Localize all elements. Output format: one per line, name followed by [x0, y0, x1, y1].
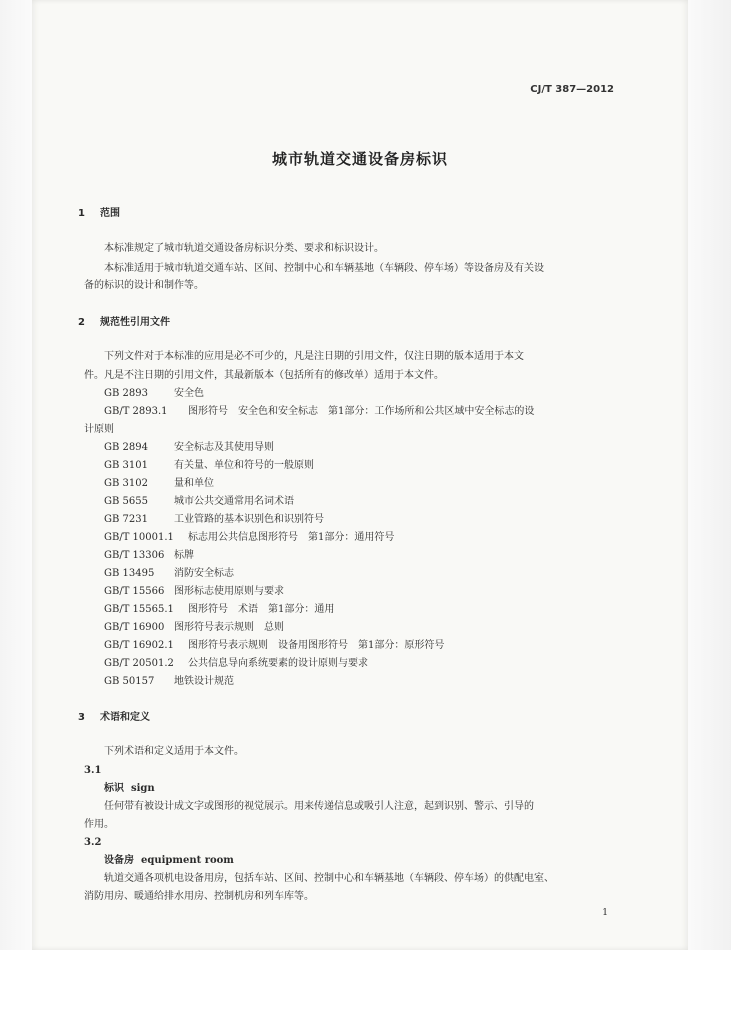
document-page	[32, 0, 688, 950]
ref-item: GB 5655 城市公共交通常用名词术语	[104, 496, 294, 507]
ref-item: GB/T 16900 图形符号表示规则 总则	[104, 622, 284, 633]
ref-item: GB/T 16902.1 图形符号表示规则 设备用图形符号 第1部分：原形符号	[104, 640, 445, 651]
ref-item: GB 3101 有关量、单位和符号的一般原则	[104, 460, 314, 471]
term-1-definition-b: 作用。	[84, 819, 114, 830]
ref-item: GB/T 2893.1 图形符号 安全色和安全标志 第1部分：工作场所和公共区域中安全标志的设	[104, 406, 535, 417]
section-2-intro-b: 件。凡是不注日期的引用文件，其最新版本（包括所有的修改单）适用于本文件。	[84, 370, 444, 381]
ref-item: GB 7231 工业管路的基本识别色和识别符号	[104, 514, 324, 525]
ref-item: GB/T 20501.2 公共信息导向系统要素的设计原则与要求	[104, 658, 368, 669]
ref-item: GB/T 15566 图形标志使用原则与要求	[104, 586, 284, 597]
ref-item: GB 50157 地铁设计规范	[104, 676, 234, 687]
ref-item: GB/T 10001.1 标志用公共信息图形符号 第1部分：通用符号	[104, 532, 395, 543]
ref-item: GB/T 13306 标牌	[104, 550, 194, 561]
section-3-heading: 3 术语和定义	[78, 712, 150, 723]
section-1-heading: 1 范围	[78, 208, 120, 219]
section-2-intro-a: 下列文件对于本标准的应用是必不可少的，凡是注日期的引用文件，仅注日期的版本适用于本文	[104, 351, 524, 362]
section-2-heading: 2 规范性引用文件	[78, 317, 170, 328]
section-1-para-2a: 本标准适用于城市轨道交通车站、区间、控制中心和车辆基地（车辆段、停车场）等设备房及有关设	[104, 263, 544, 274]
scan-margin-left	[0, 0, 32, 950]
ref-item: GB/T 15565.1 图形符号 术语 第1部分：通用	[104, 604, 335, 615]
term-2-number: 3.2	[84, 837, 102, 848]
document-title: 城市轨道交通设备房标识	[271, 150, 448, 168]
scan-margin-right	[688, 0, 731, 950]
ref-item: GB 2893 安全色	[104, 388, 204, 399]
section-1-para-2b: 备的标识的设计和制作等。	[84, 280, 204, 291]
term-1-number: 3.1	[84, 765, 102, 776]
page-number: 1	[602, 908, 608, 918]
term-2-name: 设备房 equipment room	[104, 855, 234, 866]
ref-item-continuation: 计原则	[84, 424, 114, 435]
section-1-para-1: 本标准规定了城市轨道交通设备房标识分类、要求和标识设计。	[104, 243, 384, 254]
standard-code: CJ/T 387—2012	[530, 84, 614, 95]
ref-item: GB 13495 消防安全标志	[104, 568, 234, 579]
term-2-definition-b: 消防用房、暖通给排水用房、控制机房和列车库等。	[84, 891, 314, 902]
ref-item: GB 3102 量和单位	[104, 478, 214, 489]
section-3-intro: 下列术语和定义适用于本文件。	[104, 746, 244, 757]
term-2-definition-a: 轨道交通各项机电设备用房，包括车站、区间、控制中心和车辆基地（车辆段、停车场）的供配电室、	[104, 873, 554, 884]
term-1-name: 标识 sign	[104, 783, 155, 794]
term-1-definition-a: 任何带有被设计成文字或图形的视觉展示。用来传递信息或吸引人注意，起到识别、警示、引导的	[104, 801, 534, 812]
ref-item: GB 2894 安全标志及其使用导则	[104, 442, 274, 453]
